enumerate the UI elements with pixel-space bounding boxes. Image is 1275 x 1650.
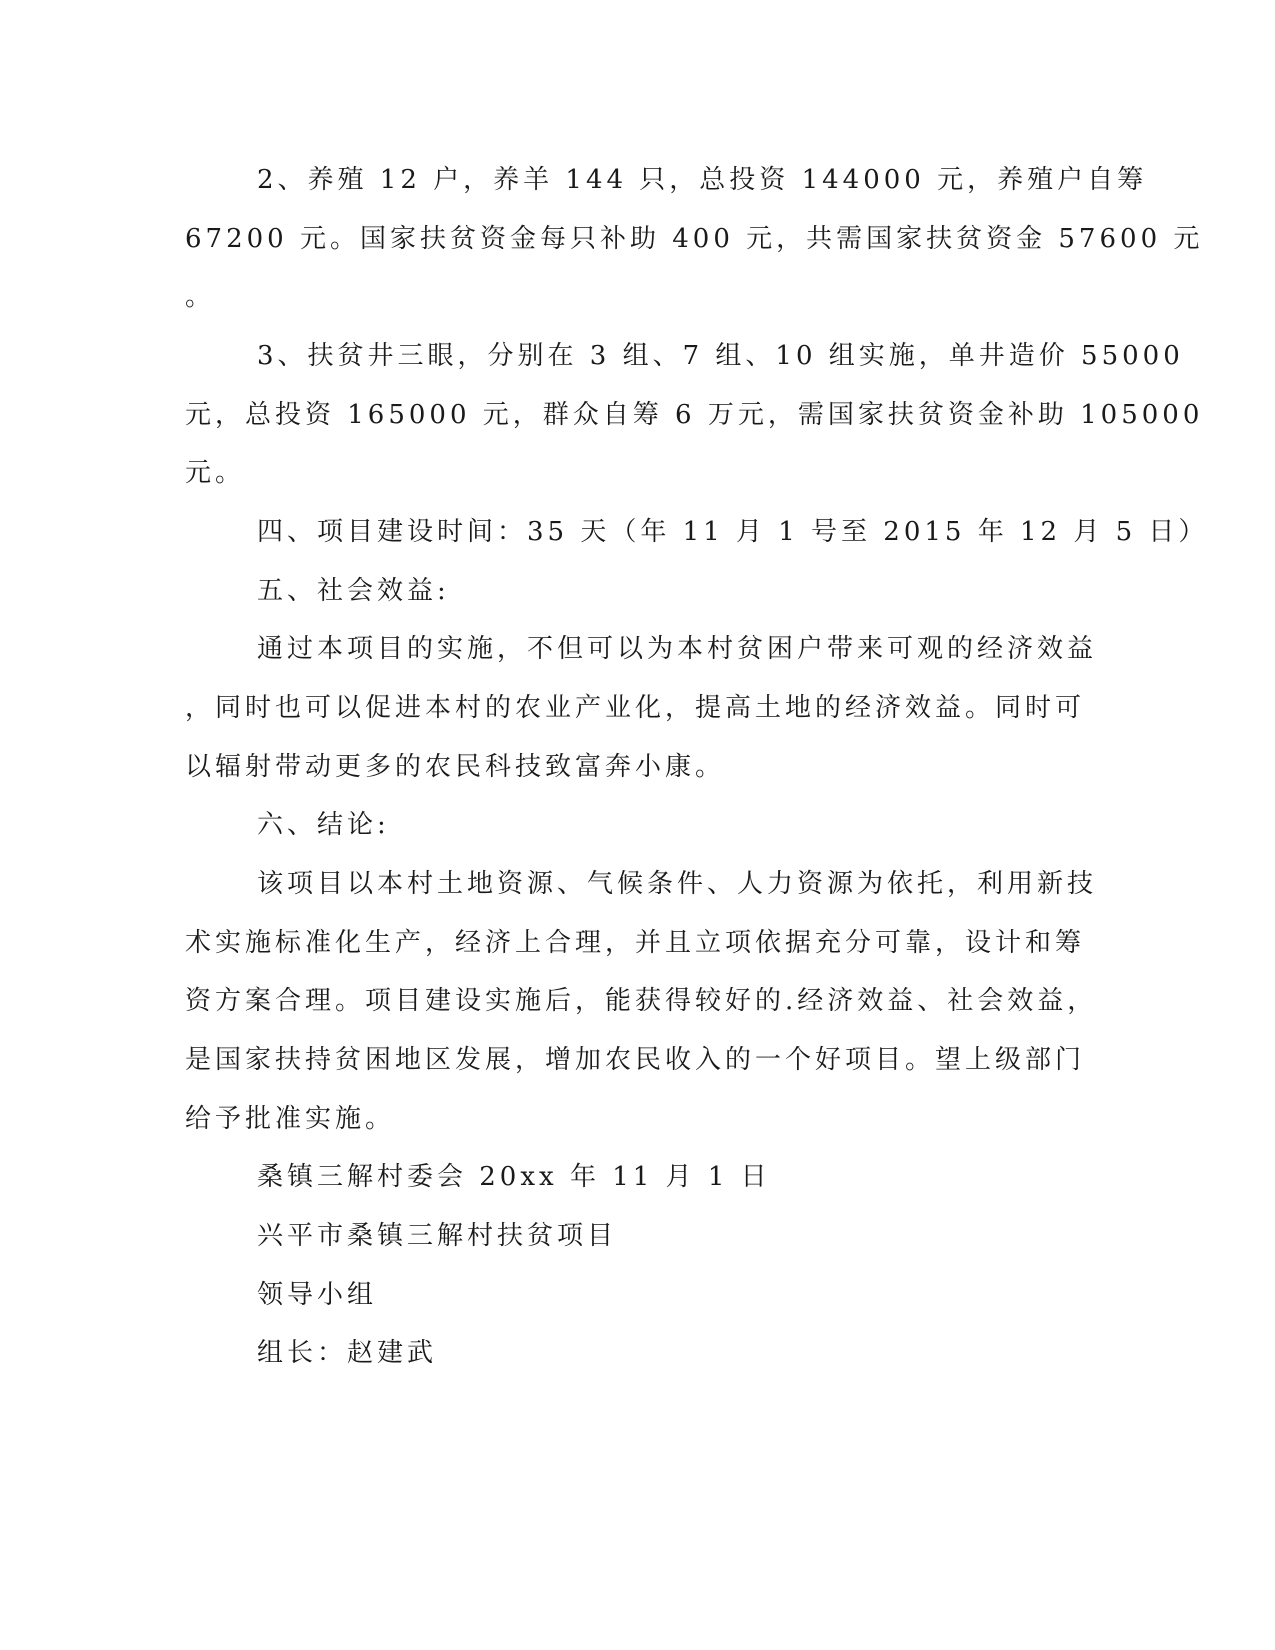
paragraph-line: 是国家扶持贫困地区发展，增加农民收入的一个好项目。望上级部门 bbox=[185, 1045, 1086, 1075]
paragraph-line: 通过本项目的实施，不但可以为本村贫困户带来可观的经济效益 bbox=[257, 634, 1098, 664]
signature-line: 组长：赵建武 bbox=[257, 1338, 438, 1368]
paragraph-line: 67200 元。国家扶贫资金每只补助 400 元，共需国家扶贫资金 57600 元 bbox=[185, 224, 1204, 254]
paragraph-line: 术实施标准化生产，经济上合理，并且立项依据充分可靠，设计和筹 bbox=[185, 928, 1086, 958]
paragraph-line: 元，总投资 165000 元，群众自筹 6 万元，需国家扶贫资金补助 105000 bbox=[185, 400, 1204, 430]
signature-line: 领导小组 bbox=[257, 1280, 378, 1310]
signature-line: 兴平市桑镇三解村扶贫项目 bbox=[257, 1221, 618, 1251]
paragraph-line: 资方案合理。项目建设实施后，能获得较好的.经济效益、社会效益， bbox=[185, 986, 1098, 1016]
section-heading: 五、社会效益: bbox=[257, 576, 450, 606]
paragraph-line: 该项目以本村土地资源、气候条件、人力资源为依托，利用新技 bbox=[257, 869, 1098, 899]
paragraph-line: ，同时也可以促进本村的农业产业化，提高土地的经济效益。同时可 bbox=[185, 693, 1086, 723]
signature-line: 桑镇三解村委会 20xx 年 11 月 1 日 bbox=[257, 1162, 771, 1192]
paragraph-line: 给予批准实施。 bbox=[185, 1104, 396, 1134]
section-heading: 六、结论: bbox=[257, 810, 390, 840]
paragraph-line: 。 bbox=[185, 282, 216, 312]
paragraph-line: 3、扶贫井三眼，分别在 3 组、7 组、10 组实施，单井造价 55000 bbox=[257, 341, 1184, 371]
section-heading: 四、项目建设时间：35 天（年 11 月 1 号至 2015 年 12 月 5 日） bbox=[257, 517, 1209, 547]
paragraph-line: 以辐射带动更多的农民科技致富奔小康。 bbox=[185, 752, 726, 782]
paragraph-line: 元。 bbox=[185, 458, 246, 488]
paragraph-line: 2、养殖 12 户，养羊 144 只，总投资 144000 元，养殖户自筹 bbox=[257, 165, 1148, 195]
